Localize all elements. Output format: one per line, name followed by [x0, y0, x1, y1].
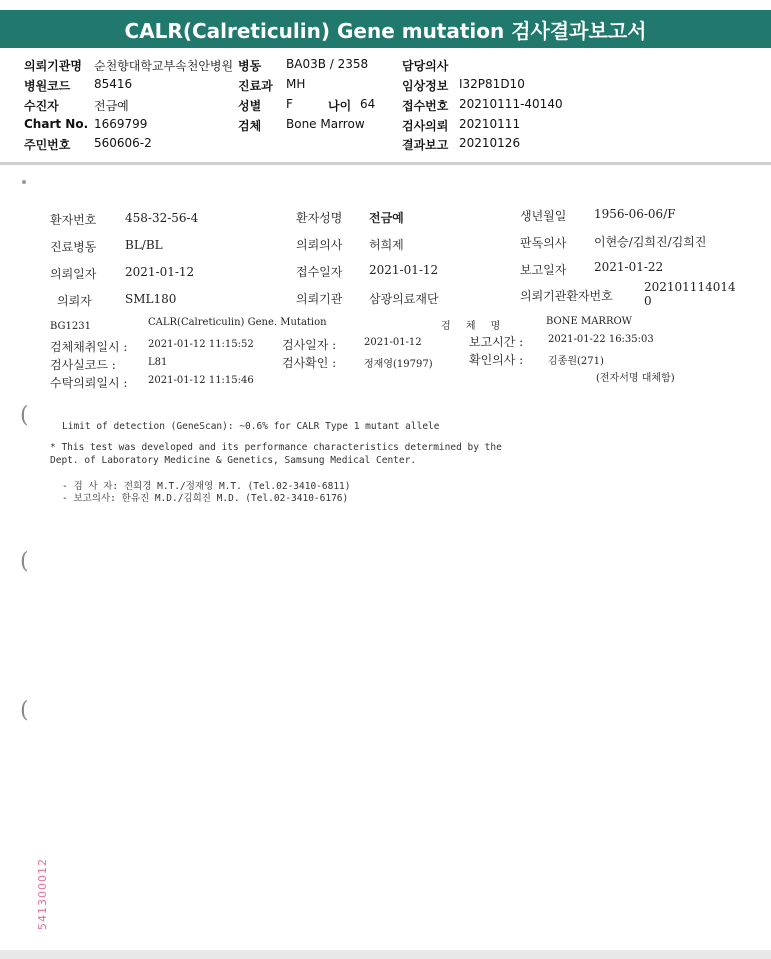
value-report-time: 2021-01-22 16:35:03 — [548, 334, 654, 345]
test-code: BG1231 — [50, 321, 91, 332]
label-confirm-doctor: 확인의사 : — [469, 353, 524, 367]
value-resident-no: 560606-2 — [94, 136, 152, 150]
disclaimer-line-1: * This test was developed and its performance characteristics determined by the — [50, 442, 502, 453]
label-exam-date: 검사일자 : — [282, 338, 337, 352]
value-specimen-name: BONE MARROW — [546, 316, 632, 327]
value-org-patient-no-2: 0 — [644, 294, 652, 308]
label-attending: 담당의사 — [402, 59, 449, 73]
value-confirm-doctor: 김종원(271) — [548, 356, 604, 367]
scan-mark — [22, 180, 26, 184]
label-ward-2: 진료병동 — [50, 240, 97, 254]
label-specimen: 검체 — [238, 119, 262, 133]
margin-mark: ( — [20, 403, 29, 428]
label-confirm: 검사확인 : — [282, 356, 337, 370]
label-recv-date: 접수일자 — [296, 265, 343, 279]
label-resident-no: 주민번호 — [24, 138, 71, 152]
label-age: 나이 — [328, 99, 352, 113]
value-patient-no: 458-32-56-4 — [125, 211, 199, 225]
label-clinical-info: 임상정보 — [402, 79, 449, 93]
label-specimen-name: 검 체 명 — [441, 321, 507, 332]
value-age: 64 — [360, 97, 376, 111]
staff-line-1: - 검 사 자: 전희경 M.T./정재영 M.T. (Tel.02-3410-6811) — [62, 481, 351, 492]
value-dob: 1956-06-06/F — [594, 207, 676, 221]
label-department: 진료과 — [238, 79, 273, 93]
label-collect: 검체채취일시 : — [50, 340, 128, 354]
label-req-date: 의뢰일자 — [50, 267, 97, 281]
label-result-report: 결과보고 — [402, 138, 449, 152]
value-confirm: 정재영(19797) — [364, 359, 433, 370]
value-reader: 이현승/김희진/김희진 — [594, 235, 707, 249]
value-sex: F — [286, 97, 293, 111]
label-chart-no: Chart No. — [24, 117, 89, 131]
label-consign: 수탁의뢰일시 : — [50, 376, 128, 390]
value-test-request: 20210111 — [459, 117, 521, 131]
label-dob: 생년월일 — [520, 209, 567, 223]
label-requester: 의뢰자 — [57, 294, 92, 308]
label-examinee: 수진자 — [24, 99, 59, 113]
label-ward: 병동 — [238, 59, 262, 73]
label-patient-no: 환자번호 — [50, 213, 97, 227]
value-req-date: 2021-01-12 — [125, 265, 195, 279]
value-org-patient-no-1: 202101114014 — [644, 280, 736, 294]
value-ward-2: BL/BL — [125, 238, 163, 252]
test-name: CALR(Calreticulin) Gene. Mutation — [148, 317, 327, 328]
value-requesting-org: 순천향대학교부속천안병원 — [94, 59, 234, 73]
staff-line-2: - 보고의사: 한유진 M.D./김희진 M.D. (Tel.02-3410-6176) — [62, 493, 349, 504]
value-requester: SML180 — [125, 292, 177, 306]
report-title: CALR(Calreticulin) Gene mutation 검사결과보고서 — [0, 10, 771, 48]
limit-of-detection: Limit of detection (GeneScan): ~0.6% for CALR Type 1 mutant allele — [62, 421, 440, 432]
value-patient-name: 전금예 — [369, 211, 404, 225]
label-hospital-code: 병원코드 — [24, 79, 71, 93]
margin-mark: ( — [20, 549, 29, 574]
serial-number: 541300012 — [36, 858, 49, 930]
label-lab-code: 검사실코드 : — [50, 358, 116, 372]
value-department: MH — [286, 77, 306, 91]
value-specimen: Bone Marrow — [286, 117, 365, 131]
value-examinee: 전금예 — [94, 99, 129, 113]
value-hospital-code: 85416 — [94, 77, 133, 91]
value-req-doctor: 허희제 — [369, 238, 404, 252]
bottom-bar — [0, 950, 771, 959]
value-recv-date: 2021-01-12 — [369, 263, 439, 277]
label-req-org: 의뢰기관 — [296, 292, 343, 306]
value-lab-code: L81 — [148, 357, 168, 368]
margin-mark: ( — [20, 698, 29, 723]
value-exam-date: 2021-01-12 — [364, 337, 422, 348]
label-org-patient-no: 의뢰기관환자번호 — [520, 289, 613, 303]
label-report-time: 보고시간 : — [469, 335, 524, 349]
value-ward: BA03B / 2358 — [286, 57, 369, 71]
label-requesting-org: 의뢰기관명 — [24, 59, 82, 73]
value-report-date: 2021-01-22 — [594, 260, 664, 274]
label-receipt-no: 접수번호 — [402, 99, 449, 113]
value-clinical-info: I32P81D10 — [459, 77, 525, 91]
value-consign: 2021-01-12 11:15:46 — [148, 375, 254, 386]
label-reader: 판독의사 — [520, 236, 567, 250]
esign-note: (전자서명 대체함) — [596, 373, 675, 384]
label-test-request: 검사의뢰 — [402, 119, 449, 133]
value-chart-no: 1669799 — [94, 117, 148, 131]
value-result-report: 20210126 — [459, 136, 521, 150]
label-report-date: 보고일자 — [520, 263, 567, 277]
disclaimer-line-2: Dept. of Laboratory Medicine & Genetics, Samsung Medical Center. — [50, 455, 417, 466]
value-req-org: 삼광의료재단 — [369, 292, 439, 306]
value-collect: 2021-01-12 11:15:52 — [148, 339, 254, 350]
label-req-doctor: 의뢰의사 — [296, 238, 343, 252]
label-sex: 성별 — [238, 99, 262, 113]
value-receipt-no: 20210111-40140 — [459, 97, 563, 111]
label-patient-name: 환자성명 — [296, 211, 343, 225]
